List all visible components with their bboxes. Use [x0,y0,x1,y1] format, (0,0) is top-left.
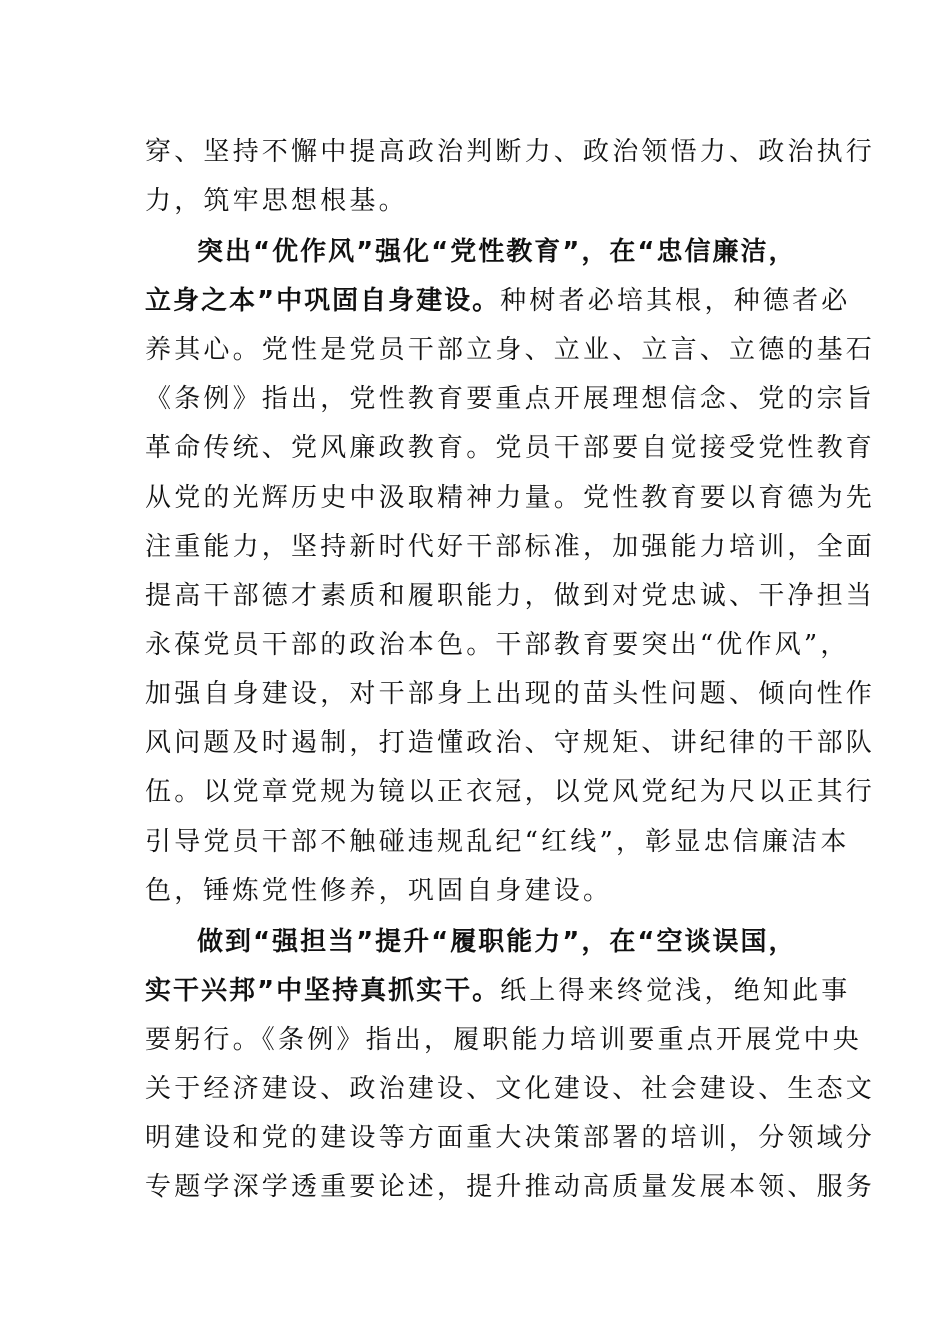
text-line: 专题学深学透重要论述，提升推动高质量发展本领、服务 [145,1172,876,1202]
text-line-rest: 纸上得来终觉浅，绝知此事 [500,976,851,1006]
text-line: 风问题及时遏制，打造懂政治、守规矩、讲纪律的干部队 [145,728,876,758]
text-line-rest: 种树者必培其根，种德者必 [500,286,851,316]
text-line: 从党的光辉历史中汲取精神力量。党性教育要以育德为先 [145,483,876,513]
section-heading-continued: 立身之本”中巩固自身建设。 [145,286,501,316]
text-line: 养其心。党性是党员干部立身、立业、立言、立德的基石 [145,335,876,365]
text-line: 关于经济建设、政治建设、文化建设、社会建设、生态文 [145,1074,876,1104]
section-heading: 突出“优作风”强化“党性教育”，在“忠信廉洁， [197,237,797,267]
text-line: 加强自身建设，对干部身上出现的苗头性问题、倾向性作 [145,679,876,709]
text-line: 明建设和党的建设等方面重大决策部署的培训，分领域分 [145,1123,876,1153]
heading-text-line [145,971,851,1011]
text-line: 提高干部德才素质和履职能力，做到对党忠诚、干净担当 [145,581,876,611]
text-line: 伍。以党章党规为镜以正衣冠，以党风党纪为尺以正其行 [145,777,876,807]
text-line: 《条例》指出，党性教育要重点开展理想信念、党的宗旨 [145,384,876,414]
heading-text-line [145,281,851,321]
text-line: 色，锤炼党性修养，巩固自身建设。 [145,876,613,906]
text-line: 穿、坚持不懈中提高政治判断力、政治领悟力、政治执行 [145,137,876,167]
section-heading-continued: 实干兴邦”中坚持真抓实干。 [145,976,501,1006]
text-line: 注重能力，坚持新时代好干部标准，加强能力培训，全面 [145,532,876,562]
section-heading: 做到“强担当”提升“履职能力”，在“空谈误国， [197,927,797,957]
text-line: 永葆党员干部的政治本色。干部教育要突出“优作风”， [145,630,850,660]
text-line: 革命传统、党风廉政教育。党员干部要自觉接受党性教育 [145,433,876,463]
text-line: 引导党员干部不触碰违规乱纪“红线”，彰显忠信廉洁本 [145,827,850,857]
text-line: 力，筑牢思想根基。 [145,186,408,216]
text-line: 要躬行。《条例》指出，履职能力培训要重点开展党中央 [145,1025,863,1055]
